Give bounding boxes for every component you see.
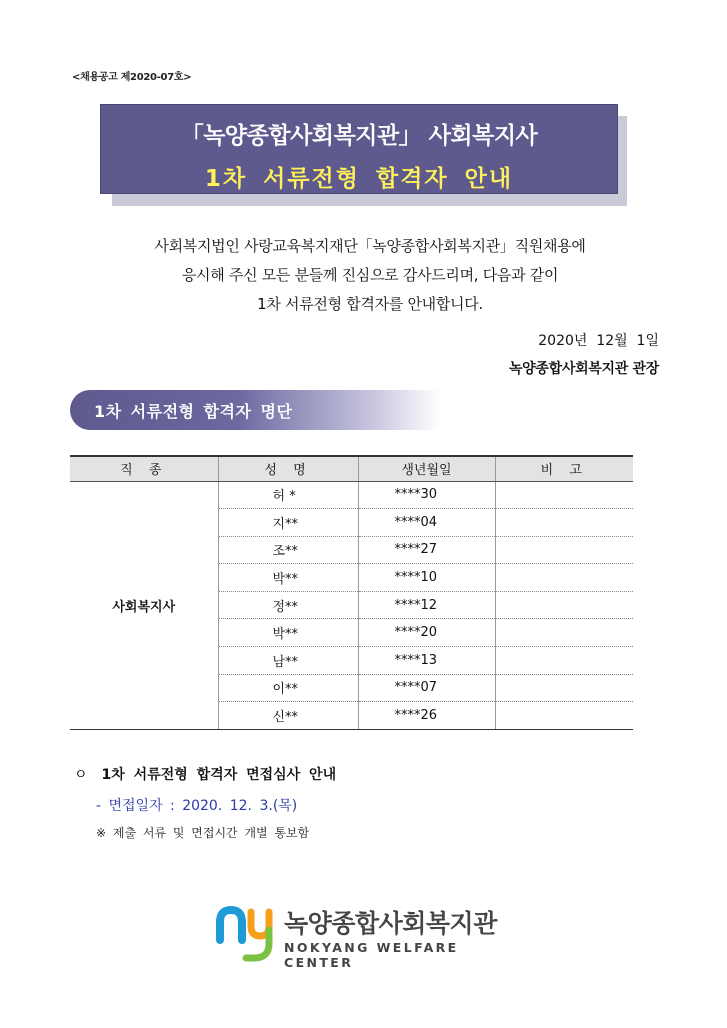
birth-cell: ****26 [358, 702, 495, 730]
job-cell: 사회복지사 [70, 481, 218, 729]
name-cell: 조** [218, 536, 358, 564]
note-cell [495, 564, 633, 592]
title-line-1: 「녹양종합사회복지관」 사회복지사 [180, 123, 538, 149]
intro-line-1: 사회복지법인 사랑교육복지재단「녹양종합사회복지관」직원채용에 [154, 237, 586, 255]
birth-cell: ****10 [358, 564, 495, 592]
announcement-date: 2020년 12월 1일 [538, 333, 659, 349]
name-cell: 박** [218, 564, 358, 592]
birth-cell: ****13 [358, 647, 495, 675]
ny-logo-mark-icon [214, 900, 276, 964]
note-cell [495, 619, 633, 647]
birth-cell: ****20 [358, 619, 495, 647]
interview-date: - 면접일자 : 2020. 12. 3.(목) [96, 798, 298, 814]
birth-cell: ****07 [358, 674, 495, 702]
title-line-2: 1차 서류전형 합격자 안내 [204, 166, 514, 192]
note-cell [495, 647, 633, 675]
organization-logo [214, 900, 534, 970]
interview-note: ※ 제출 서류 및 면접시간 개별 통보함 [96, 826, 310, 840]
name-cell: 이** [218, 674, 358, 702]
logo-name: 녹양종합사회복지관 [284, 909, 497, 938]
note-cell [495, 481, 633, 509]
header-name: 성 명 [218, 456, 358, 481]
intro-line-2: 응시해 주신 모든 분들께 진심으로 감사드리며, 다음과 같이 [181, 266, 559, 284]
name-cell: 남** [218, 647, 358, 675]
passer-table [70, 455, 633, 730]
name-cell: 허 * [218, 481, 358, 509]
header-note: 비 고 [495, 456, 633, 481]
note-cell [495, 509, 633, 537]
birth-cell: ****30 [358, 481, 495, 509]
note-cell [495, 674, 633, 702]
note-cell [495, 702, 633, 730]
table-header-row [70, 456, 633, 481]
note-cell [495, 591, 633, 619]
note-cell [495, 536, 633, 564]
title-box [100, 104, 618, 194]
intro-line-3: 1차 서류전형 합격자를 안내합니다. [257, 295, 483, 313]
birth-cell: ****04 [358, 509, 495, 537]
logo-english-name: NOKYANG WELFARE CENTER [284, 940, 459, 970]
name-cell: 신** [218, 702, 358, 730]
header-birth: 생년월일 [358, 456, 495, 481]
name-cell: 박** [218, 619, 358, 647]
interview-title: 1차 서류전형 합격자 면접심사 안내 [101, 767, 337, 783]
header-job: 직 종 [70, 456, 218, 481]
section-title: 1차 서류전형 합격자 명단 [94, 402, 293, 421]
name-cell: 정** [218, 591, 358, 619]
bullet-circle: ㅇ [74, 767, 88, 783]
section-banner [70, 390, 440, 430]
name-cell: 지** [218, 509, 358, 537]
birth-cell: ****27 [358, 536, 495, 564]
birth-cell: ****12 [358, 591, 495, 619]
intro-paragraph [70, 232, 670, 319]
notice-number: <채용공고 제2020-07호> [72, 72, 192, 83]
table-row [70, 481, 633, 509]
signer: 녹양종합사회복지관 관장 [508, 361, 659, 377]
interview-heading [74, 764, 336, 784]
